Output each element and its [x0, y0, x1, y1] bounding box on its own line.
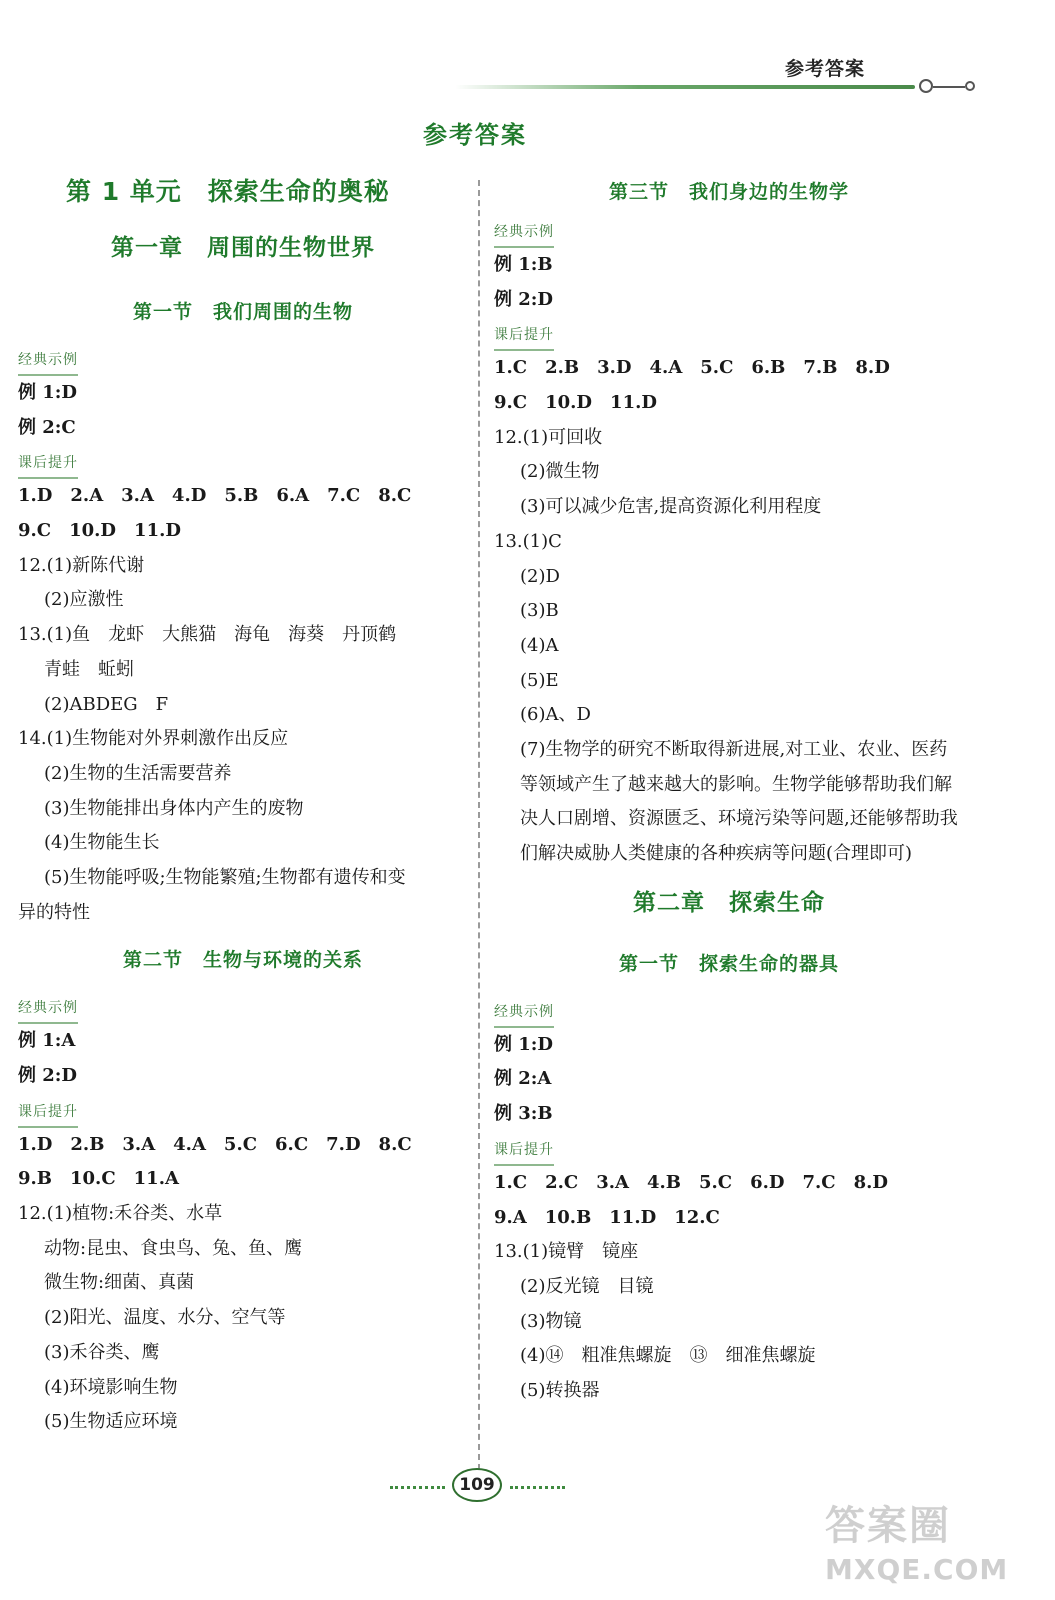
- after-class-tag: 课后提升: [18, 1102, 78, 1128]
- answer-line: (2)ABDEG F: [44, 693, 169, 715]
- answer-line: (4)生物能生长: [44, 832, 160, 854]
- header-ornament-link: [933, 86, 965, 88]
- section-heading: 第一节 我们周围的生物: [132, 301, 353, 323]
- watermark-logo-text: 答案圈: [825, 1503, 951, 1549]
- answer-line: (4)A: [520, 634, 559, 656]
- section-heading: 第二节 生物与环境的关系: [122, 949, 363, 972]
- section-1-3: [494, 214, 964, 872]
- answer-line: 动物:昆虫、食虫鸟、兔、鱼、鹰: [44, 1237, 303, 1259]
- answer-line: 13.(1)鱼 龙虾 大熊猫 海龟 海葵 丹顶鹤: [18, 624, 397, 646]
- choice-answers: 9.B 10.C 11.A: [18, 1168, 179, 1190]
- choice-answers: 9.A 10.B 11.D 12.C: [494, 1206, 720, 1228]
- answer-line: (2)阳光、温度、水分、空气等: [44, 1307, 286, 1329]
- watermark-url: MXQE.COM: [825, 1553, 1009, 1586]
- example-answer: 例 2:D: [18, 1065, 78, 1086]
- answer-line: 13.(1)C: [494, 530, 562, 552]
- unit-heading: 第 1 单元 探索生命的奥秘: [66, 177, 390, 206]
- answer-line: (3)物镜: [520, 1310, 582, 1332]
- answer-line: 13.(1)镜臂 镜座: [494, 1241, 639, 1263]
- answer-line: 微生物:细菌、真菌: [44, 1272, 195, 1294]
- example-answer: 例 1:A: [18, 1030, 76, 1052]
- running-title: 参考答案: [784, 58, 865, 80]
- examples-tag: 经典示例: [18, 998, 78, 1024]
- footer-dots-right: [510, 1486, 565, 1489]
- answer-line: (3)B: [520, 600, 559, 622]
- page-footer: [390, 1468, 565, 1504]
- header-ornament-circle: [919, 79, 933, 93]
- answer-line: (2)D: [520, 565, 560, 587]
- header-rule: [455, 85, 915, 89]
- section-2-1: [494, 994, 964, 1409]
- answer-line: 异的特性: [18, 901, 90, 923]
- section-1-1: [18, 342, 468, 930]
- after-class-tag: 课后提升: [494, 325, 554, 351]
- header-ornament-dot: [965, 81, 975, 91]
- example-answer: 例 1:B: [494, 254, 553, 275]
- answer-line: (4)⑭ 粗准焦螺旋 ⑬ 细准焦螺旋: [520, 1345, 816, 1367]
- answer-line: 青蛙 蚯蚓: [44, 658, 134, 680]
- right-column: [494, 170, 964, 1409]
- column-divider: [478, 180, 480, 1470]
- answer-line: (3)禾谷类、鹰: [44, 1341, 160, 1363]
- example-answer: 例 1:D: [18, 382, 78, 403]
- choice-answers: 1.C 2.B 3.D 4.A 5.C 6.B 7.B 8.D: [494, 357, 890, 379]
- site-watermark: [825, 1500, 1035, 1595]
- after-class-tag: 课后提升: [18, 453, 78, 479]
- left-column: [18, 170, 468, 1440]
- chapter-heading: 第二章 探索生命: [633, 889, 825, 916]
- answer-line: (5)E: [520, 669, 559, 691]
- answer-line: (6)A、D: [520, 704, 591, 726]
- after-class-tag: 课后提升: [494, 1140, 554, 1166]
- page-number: 109: [452, 1468, 502, 1502]
- answer-line: (5)生物适应环境: [44, 1411, 178, 1433]
- examples-tag: 经典示例: [494, 222, 554, 248]
- answer-line: 12.(1)可回收: [494, 426, 603, 448]
- answer-line: (2)生物的生活需要营养: [44, 762, 232, 784]
- choice-answers: 1.D 2.B 3.A 4.A 5.C 6.C 7.D 8.C: [18, 1133, 412, 1155]
- page-title: 参考答案: [423, 121, 527, 149]
- answer-line: (5)生物能呼吸;生物能繁殖;生物都有遗传和变: [44, 866, 406, 888]
- answer-line: 14.(1)生物能对外界刺激作出反应: [18, 728, 289, 750]
- answer-line: (3)可以减少危害,提高资源化利用程度: [520, 496, 822, 518]
- examples-tag: 经典示例: [494, 1002, 554, 1028]
- example-answer: 例 2:D: [494, 288, 554, 310]
- answer-line: (2)反光镜 目镜: [520, 1275, 654, 1297]
- example-answer: 例 1:D: [494, 1033, 554, 1055]
- choice-answers: 9.C 10.D 11.D: [494, 392, 657, 414]
- choice-answers: 1.D 2.A 3.A 4.D 5.B 6.A 7.C 8.C: [18, 485, 412, 507]
- example-answer: 例 2:A: [494, 1068, 552, 1090]
- answer-line: (3)生物能排出身体内产生的废物: [44, 797, 304, 819]
- answer-line: (5)转换器: [520, 1379, 600, 1401]
- answer-line: (4)环境影响生物: [44, 1376, 178, 1398]
- answer-paragraph: (7)生物学的研究不断取得新进展,对工业、农业、医药等领域产生了越来越大的影响。生物学能够帮助我们解决人口剧增、资源匮乏、环境污染等问题,还能够帮助我们解决威胁人类健康的各种疾病等问题(合理即可): [520, 738, 958, 865]
- running-header: [455, 52, 975, 92]
- answer-line: (2)应激性: [44, 589, 124, 611]
- answer-line: (2)微生物: [520, 461, 600, 483]
- section-1-2: [18, 990, 468, 1440]
- chapter-heading: 第一章 周围的生物世界: [111, 235, 375, 261]
- answer-line: 12.(1)新陈代谢: [18, 554, 145, 576]
- footer-dots-left: [390, 1486, 445, 1489]
- answer-line: 12.(1)植物:禾谷类、水草: [18, 1203, 223, 1225]
- examples-tag: 经典示例: [18, 350, 78, 376]
- choice-answers: 1.C 2.C 3.A 4.B 5.C 6.D 7.C 8.D: [494, 1171, 889, 1193]
- section-heading: 第一节 探索生命的器具: [618, 952, 839, 975]
- example-answer: 例 2:C: [18, 416, 76, 438]
- example-answer: 例 3:B: [494, 1103, 553, 1125]
- section-heading: 第三节 我们身边的生物学: [608, 181, 849, 203]
- choice-answers: 9.C 10.D 11.D: [18, 520, 181, 542]
